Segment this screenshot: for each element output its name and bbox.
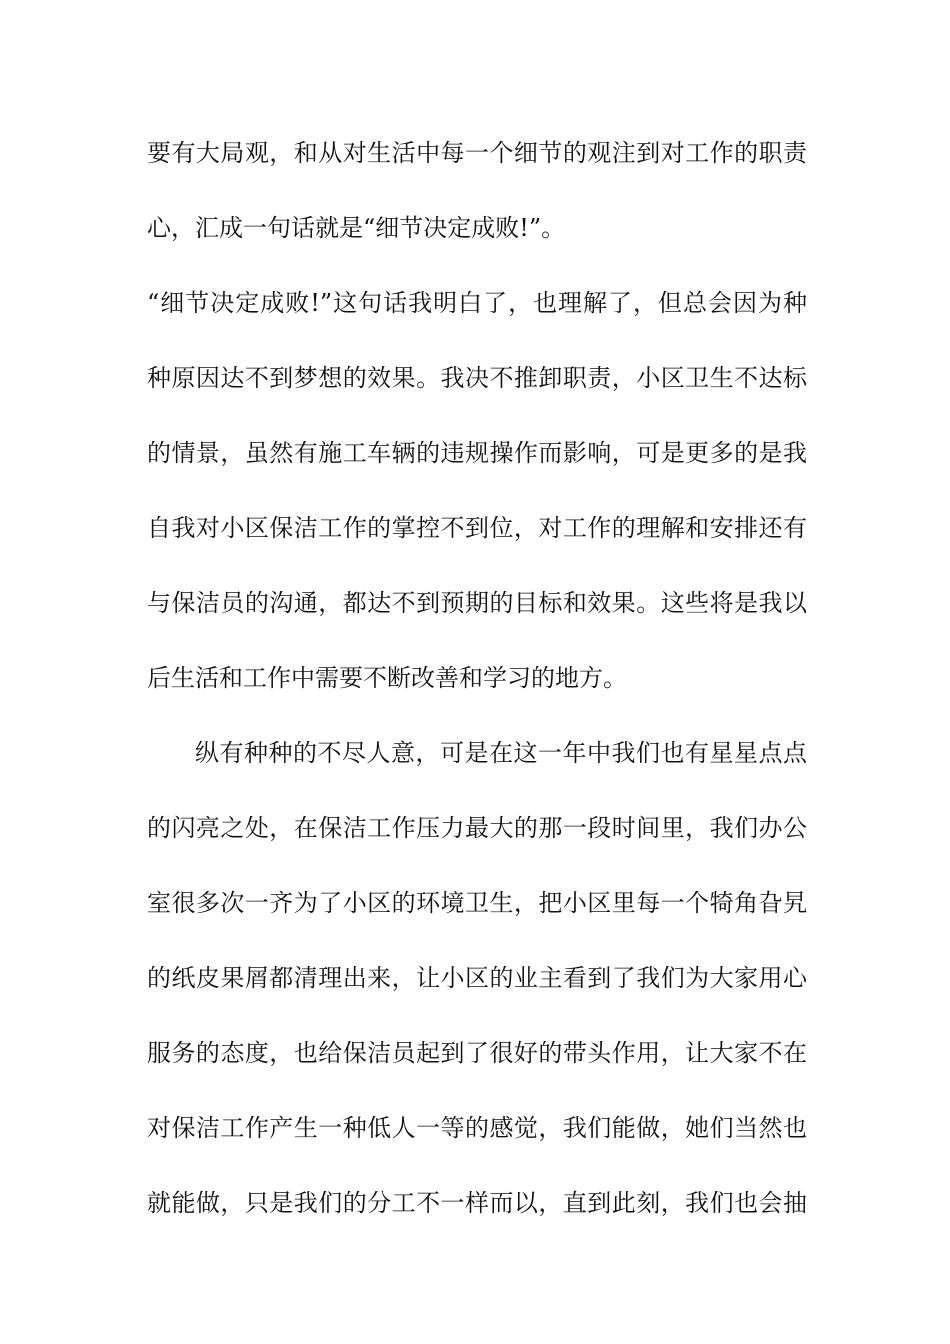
body-text-line: 的闪亮之处，在保洁工作压力最大的那一段时间里，我们办公: [147, 814, 807, 842]
body-text-line: 的情景，虽然有施工车辆的违规操作而影响，可是更多的是我: [147, 439, 807, 467]
body-text-line: 心，汇成一句话就是“细节决定成败!”。: [147, 214, 566, 242]
body-text-line: 要有大局观，和从对生活中每一个细节的观注到对工作的职责: [147, 139, 807, 167]
body-text-line: 的纸皮果屑都清理出来，让小区的业主看到了我们为大家用心: [147, 964, 807, 992]
body-text-line: 种原因达不到梦想的效果。我决不推卸职责，小区卫生不达标: [147, 364, 807, 392]
body-text-line: 对保洁工作产生一种低人一等的感觉，我们能做，她们当然也: [147, 1114, 807, 1142]
body-text-line: 就能做，只是我们的分工不一样而以，直到此刻，我们也会抽: [147, 1189, 807, 1217]
body-text-line: 自我对小区保洁工作的掌控不到位，对工作的理解和安排还有: [147, 514, 807, 542]
body-text-line: “细节决定成败!”这句话我明白了，也理解了，但总会因为种: [147, 289, 807, 317]
body-text-line: 后生活和工作中需要不断改善和学习的地方。: [147, 664, 627, 692]
paragraph-first-line: 纵有种种的不尽人意，可是在这一年中我们也有星星点点: [195, 739, 807, 767]
body-text-line: 与保洁员的沟通，都达不到预期的目标和效果。这些将是我以: [147, 589, 807, 617]
body-text-line: 室很多次一齐为了小区的环境卫生，把小区里每一个犄角旮旯: [147, 889, 807, 917]
body-text-line: 服务的态度，也给保洁员起到了很好的带头作用，让大家不在: [147, 1039, 807, 1067]
